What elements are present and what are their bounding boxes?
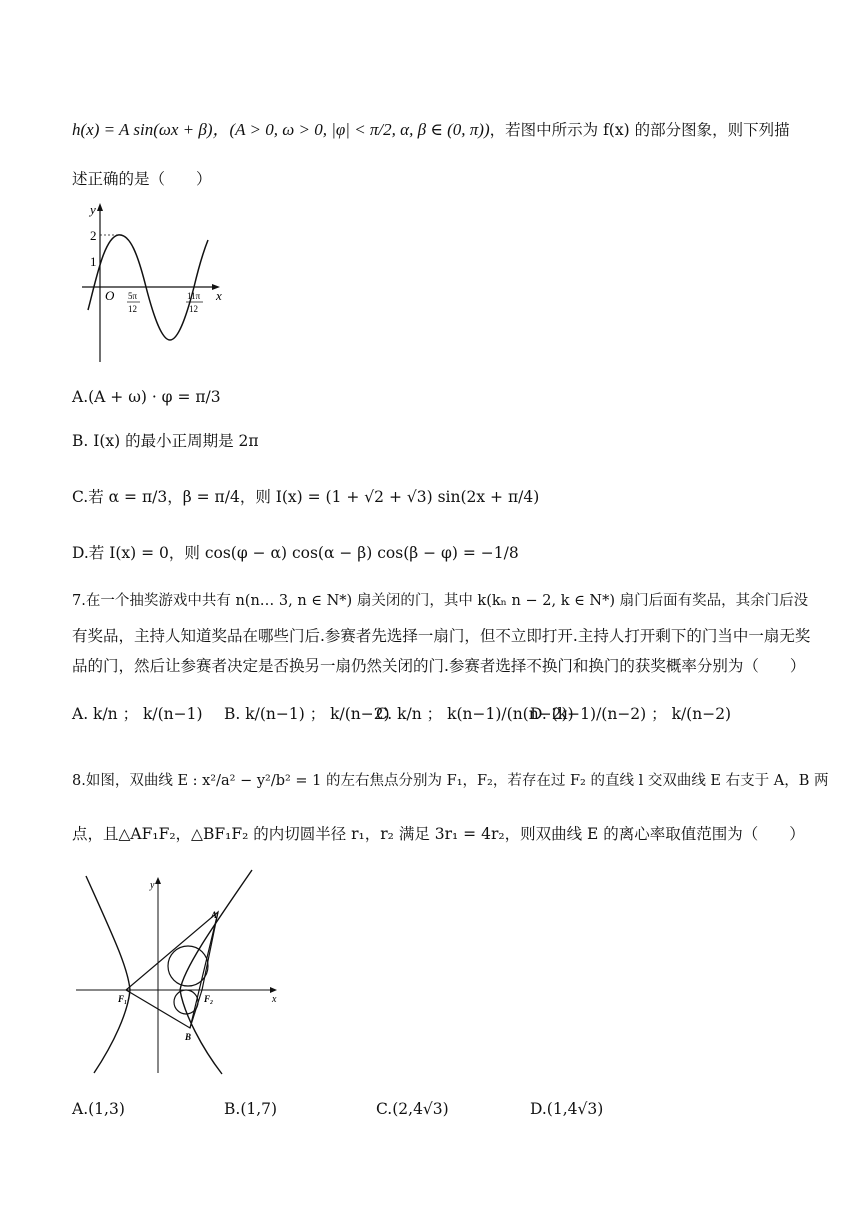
q6-tick-x2-num: 11π <box>187 291 201 301</box>
q8-y-arrow <box>155 877 161 884</box>
q6-y-arrow <box>97 203 103 211</box>
q8-incircle-upper <box>168 946 208 986</box>
q7-option-a: A. k/n ； k/(n−1) <box>72 705 203 723</box>
q8-x-label: x <box>272 994 277 1005</box>
q8-hyperbola-figure <box>72 868 287 1078</box>
q6-stem-line2: 述正确的是（ ） <box>72 170 212 188</box>
q6-tick-x1-den: 12 <box>128 304 137 314</box>
q8-option-d: D.(1,4√3) <box>530 1100 604 1118</box>
q6-option-a: A.(A + ω) · φ = π/3 <box>72 388 221 406</box>
q6-y-label: y <box>90 202 96 217</box>
q7-option-c: C. k/n ； k(n−1)/(n(n−2)) <box>376 705 574 723</box>
q6-stem-math: h(x) = A sin(ωx + β)，(A > 0, ω > 0, |φ| < π/2, α, β ∈ (0, π)) <box>72 120 490 139</box>
q6-option-d: D.若 I(x) = 0，则 cos(φ − α) cos(α − β) cos(β − φ) = −1/8 <box>72 544 519 562</box>
q8-label-f2: F₂ <box>204 994 214 1004</box>
q6-option-b: B. I(x) 的最小正周期是 2π <box>72 432 259 450</box>
q6-tick-y-2: 2 <box>90 228 97 243</box>
q6-stem-line1 <box>72 119 790 141</box>
q8-option-a: A.(1,3) <box>72 1100 125 1118</box>
q6-tick-x1-num: 5π <box>128 291 138 301</box>
q8-left-branch <box>86 876 130 1073</box>
q8-triangles <box>126 912 218 1028</box>
q6-option-c: C.若 α = π/3，β = π/4，则 I(x) = (1 + √2 + √3) sin(2x + π/4) <box>72 488 540 506</box>
q8-right-branch <box>180 870 252 1074</box>
q6-tick-x2-den: 12 <box>189 304 198 314</box>
q8-line1: 8.如图，双曲线 E : x²/a² − y²/b² = 1 的左右焦点分别为 F₁，F₂，若存在过 F₂ 的直线 l 交双曲线 E 右支于 A，B 两 <box>72 773 829 789</box>
q8-label-b: B <box>185 1032 192 1042</box>
q8-label-f1: F₁ <box>118 994 128 1004</box>
q8-option-c: C.(2,4√3) <box>376 1100 449 1118</box>
q7-line3: 品的门，然后让参赛者决定是否换另一扇仍然关闭的门.参赛者选择不换门和换门的获奖概率分别为（ ） <box>72 657 806 675</box>
q6-sine-graph <box>78 200 228 365</box>
q6-stem-text: ，若图中所示为 f(x) 的部分图象，则下列描 <box>489 121 790 139</box>
q8-label-a: A <box>211 910 218 920</box>
q7-option-b: B. k/(n−1) ； k/(n−2) <box>224 705 390 723</box>
q7-option-d: D. (k−1)/(n−2) ； k/(n−2) <box>530 705 732 723</box>
q8-x-arrow <box>270 987 277 993</box>
q6-tick-y-1: 1 <box>90 254 97 269</box>
q8-y-label: y <box>150 880 155 891</box>
q6-x-label: x <box>216 288 222 303</box>
q6-origin-label: O <box>105 288 115 303</box>
q8-line2: 点，且△AF₁F₂，△BF₁F₂ 的内切圆半径 r₁，r₂ 满足 3r₁ = 4r₂，则双曲线 E 的离心率取值范围为（ ） <box>72 825 805 843</box>
q7-line1: 7.在一个抽奖游戏中共有 n(n… 3, n ∈ N*) 扇关闭的门，其中 k(kₙ n − 2, k ∈ N*) 扇门后面有奖品，其余门后没 <box>72 593 809 609</box>
q8-option-b: B.(1,7) <box>224 1100 278 1118</box>
q7-line2: 有奖品，主持人知道奖品在哪些门后.参赛者先选择一扇门，但不立即打开.主持人打开剩下的门当中一扇无奖 <box>72 627 811 645</box>
